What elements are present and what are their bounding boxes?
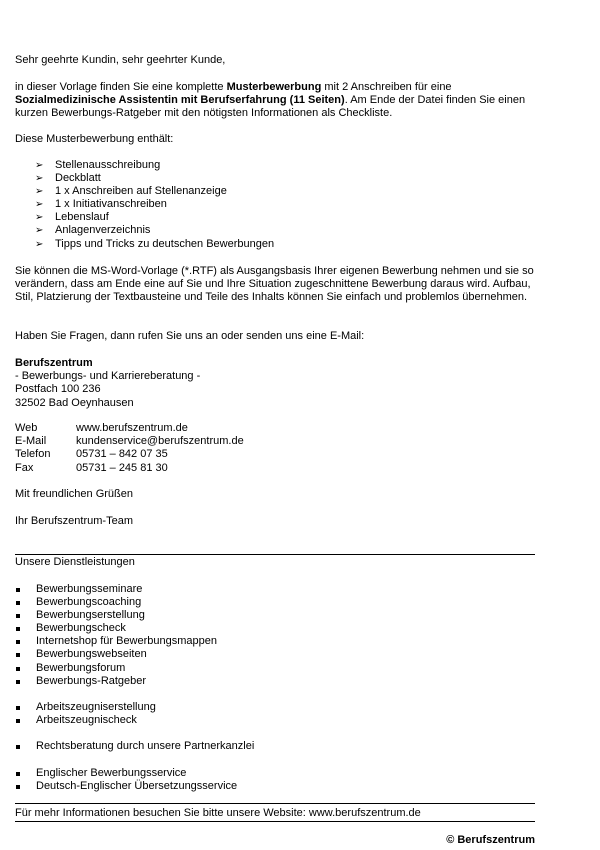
list-item: ➢ Stellenausschreibung — [35, 159, 161, 171]
fax-number: 05731 – 245 81 30 — [76, 461, 168, 474]
contents-heading: Diese Musterbewerbung enthält: — [15, 133, 174, 145]
arrow-bullet-icon: ➢ — [35, 199, 44, 211]
intro-text-3: . Am Ende der Datei finden Sie einen kurzen Bewerbungs-Ratgeber mit den nötigsten Informationen als Checkliste. — [15, 94, 526, 120]
services-list-main — [15, 583, 217, 688]
more-info-line: Für mehr Informationen besuchen Sie bitte unsere Website: www.berufszentrum.de — [15, 807, 421, 819]
arrow-bullet-icon: ➢ — [35, 160, 44, 171]
square-bullet-icon — [16, 640, 20, 644]
list-item: ➢ Anlagenverzeichnis — [35, 224, 151, 237]
contact-label: Telefon — [15, 448, 51, 461]
list-item: Bewerbungscoaching — [15, 596, 217, 609]
arrow-bullet-icon: ➢ — [35, 186, 44, 198]
list-item: ➢ 1 x Initiativanschreiben — [35, 198, 167, 211]
usage-paragraph: Sie können die MS-Word-Vorlage (*.RTF) als Ausgangsbasis Ihrer eigenen Bewerbung nehmen und sie so verändern, dass am Ende eine auf Sie und Ihre Situation zugeschnittene Bewerbung daraus wird. Aufbau, Stil, Platzierung der Textbausteine und Teile des Inhalts können Sie einfach und problemlos übernehmen. — [15, 265, 534, 304]
square-bullet-icon — [16, 785, 20, 789]
intro-bold-2: Sozialmedizinische Assistentin mit Berufserfahrung (11 Seiten) — [15, 94, 345, 107]
closing-regards: Mit freundlichen Grüßen — [15, 488, 133, 500]
list-item: Internetshop für Bewerbungsmappen — [15, 635, 217, 648]
square-bullet-icon — [16, 627, 20, 631]
list-item: Bewerbungsforum — [15, 662, 217, 675]
contact-label: Web — [15, 422, 38, 434]
company-address — [15, 357, 200, 410]
company-name: Berufszentrum — [15, 357, 93, 369]
contact-row-phone — [15, 448, 244, 461]
list-item: Bewerbungsseminare — [15, 583, 217, 596]
square-bullet-icon — [16, 719, 20, 723]
square-bullet-icon — [16, 601, 20, 605]
list-item: Bewerbungserstellung — [15, 609, 217, 622]
company-street: Postfach 100 236 — [15, 383, 101, 396]
square-bullet-icon — [16, 614, 20, 618]
square-bullet-icon — [16, 588, 20, 592]
arrow-bullet-icon: ➢ — [35, 238, 44, 250]
intro-text-1: in dieser Vorlage finden Sie eine komplette — [15, 81, 227, 93]
questions-line: Haben Sie Fragen, dann rufen Sie uns an oder senden uns eine E-Mail: — [15, 330, 365, 342]
contact-label: E-Mail — [15, 435, 47, 448]
contact-label: Fax — [15, 461, 34, 474]
list-item: Bewerbungswebseiten — [15, 648, 217, 661]
website-link[interactable]: www.berufszentrum.de — [76, 422, 188, 434]
list-item: Bewerbungs-Ratgeber — [15, 675, 217, 688]
list-item: ➢ Tipps und Tricks zu deutschen Bewerbungen — [35, 237, 275, 250]
square-bullet-icon — [16, 772, 20, 776]
contact-table — [15, 422, 244, 475]
list-item: ➢ Deckblatt — [35, 172, 101, 185]
services-heading: Unsere Dienstleistungen — [15, 556, 135, 568]
services-list-legal — [15, 740, 254, 753]
intro-bold-1: Musterbewerbung — [226, 81, 322, 93]
phone-number: 05731 – 842 07 35 — [76, 448, 168, 461]
square-bullet-icon — [16, 706, 20, 710]
list-item: ➢ Lebenslauf — [35, 211, 109, 224]
salutation: Sehr geehrte Kundin, sehr geehrter Kunde, — [15, 54, 226, 66]
contents-list — [15, 159, 274, 251]
services-list-english — [15, 767, 237, 793]
list-item: Bewerbungscheck — [15, 622, 217, 635]
list-item: Englischer Bewerbungsservice — [15, 767, 237, 780]
contact-row-email — [15, 435, 244, 448]
list-item: ➢ 1 x Anschreiben auf Stellenanzeige — [35, 185, 227, 198]
arrow-bullet-icon: ➢ — [35, 212, 44, 224]
email-link[interactable]: kundenservice@berufszentrum.de — [76, 435, 244, 448]
square-bullet-icon — [16, 667, 20, 671]
divider — [15, 821, 535, 822]
services-list-certificates — [15, 701, 156, 727]
list-item: Deutsch-Englischer Übersetzungsservice — [15, 780, 237, 793]
intro-paragraph — [15, 81, 535, 121]
list-item: Arbeitszeugnischeck — [15, 714, 156, 727]
square-bullet-icon — [16, 745, 20, 749]
list-item: Rechtsberatung durch unsere Partnerkanzlei — [15, 740, 254, 753]
signature: Ihr Berufszentrum-Team — [15, 515, 133, 527]
square-bullet-icon — [16, 680, 20, 684]
copyright: © Berufszentrum — [446, 834, 535, 846]
contact-row-web — [15, 422, 244, 435]
arrow-bullet-icon: ➢ — [35, 225, 44, 237]
company-tagline: - Bewerbungs- und Karriereberatung - — [15, 370, 201, 383]
divider — [15, 554, 535, 555]
arrow-bullet-icon: ➢ — [35, 173, 44, 185]
divider — [15, 803, 535, 804]
square-bullet-icon — [16, 653, 20, 657]
contact-row-fax — [15, 462, 244, 475]
company-city: 32502 Bad Oeynhausen — [15, 396, 134, 409]
intro-text-2: mit 2 Anschreiben für eine — [321, 81, 452, 93]
list-item: Arbeitszeugniserstellung — [15, 701, 156, 714]
